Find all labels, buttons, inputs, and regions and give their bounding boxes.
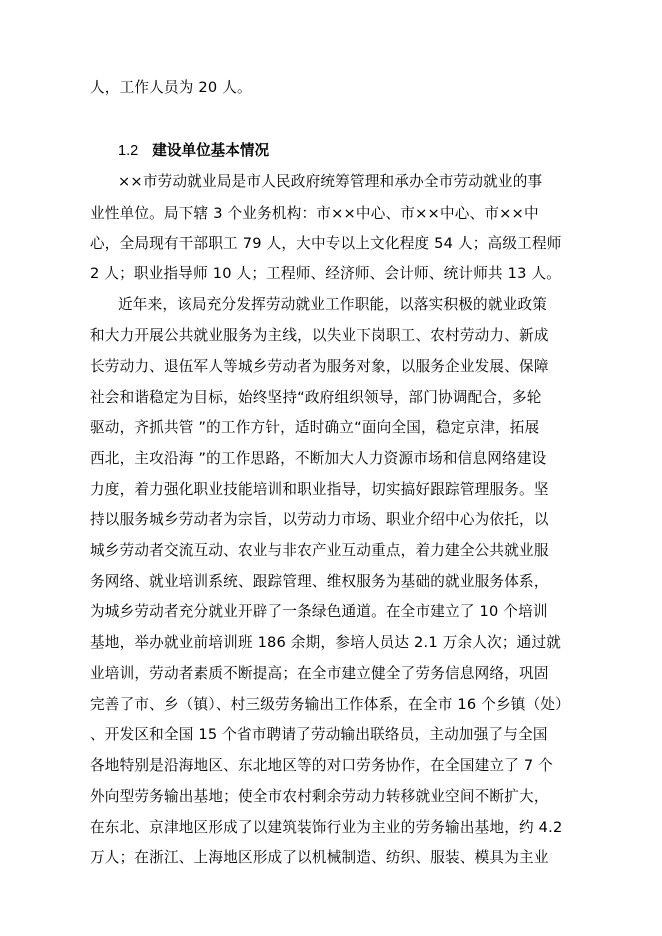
paragraph-line: 万人；在浙江、上海地区形成了以机械制造、纺织、服装、模具为主业 bbox=[90, 849, 549, 866]
paragraph-line: ××市劳动就业局是市人民政府统筹管理和承办全市劳动就业的事 bbox=[118, 173, 543, 190]
paragraph-line: 和大力开展公共就业服务为主线，以失业下岗职工、农村劳动力、新成 bbox=[90, 327, 549, 344]
section-heading bbox=[118, 141, 269, 161]
paragraph-line: 为城乡劳动者充分就业开辟了一条绿色通道。在全市建立了 10 个培训 bbox=[90, 603, 548, 620]
paragraph-line: 完善了市、乡（镇）、村三级劳务输出工作体系，在全市 16 个乡镇（处） bbox=[90, 696, 570, 713]
paragraph-line: 西北，主攻沿海 ”的工作思路，不断加大人力资源市场和信息网络建设 bbox=[90, 450, 547, 467]
paragraph-line: 2 人；职业指导师 10 人；工程师、经济师、会计师、统计师共 13 人。 bbox=[90, 265, 562, 282]
paragraph-line: 基地，举办就业前培训班 186 余期，参培人员达 2.1 万余人次；通过就 bbox=[90, 634, 562, 651]
paragraph-line: 各地特别是沿海地区、东北地区等的对口劳务协作，在全国建立了 7 个 bbox=[90, 757, 553, 774]
paragraph-line: 驱动，齐抓共管 ”的工作方针，适时确立“面向全国，稳定京津，拓展 bbox=[90, 419, 540, 436]
paragraph-line: 近年来，该局充分发挥劳动就业工作职能，以落实积极的就业政策 bbox=[118, 296, 548, 313]
paragraph-line: 长劳动力、退伍军人等城乡劳动者为服务对象，以服务企业发展、保障 bbox=[90, 358, 549, 375]
continuation-line: 人，工作人员为 20 人。 bbox=[90, 79, 252, 96]
paragraph-line: 业培训，劳动者素质不断提高；在全市建立健全了劳务信息网络，巩固 bbox=[90, 665, 549, 682]
paragraph-line: 务网络、就业培训系统、跟踪管理、维权服务为基础的就业服务体系， bbox=[90, 573, 549, 590]
paragraph-line: 心，全局现有干部职工 79 人，大中专以上文化程度 54 人；高级工程师 bbox=[90, 235, 562, 252]
paragraph-line: 外向型劳务输出基地；使全市农村剩余劳动力转移就业空间不断扩大， bbox=[90, 788, 549, 805]
section-number: 1.2 bbox=[118, 143, 139, 159]
paragraph-line: 、开发区和全国 15 个省市聘请了劳动输出联络员，主动加强了与全国 bbox=[90, 726, 548, 743]
paragraph-line: 在东北、京津地区形成了以建筑装饰行业为主业的劳务输出基地，约 4.2 bbox=[90, 819, 563, 836]
section-title: 建设单位基本情况 bbox=[152, 142, 270, 159]
paragraph-line: 持以服务城乡劳动者为宗旨，以劳动力市场、职业介绍中心为依托，以 bbox=[90, 511, 549, 528]
paragraph-line: 城乡劳动者交流互动、农业与非农产业互动重点，着力建全公共就业服 bbox=[90, 542, 549, 559]
paragraph-line: 业性单位。局下辖 3 个业务机构：市××中心、市××中心、市××中 bbox=[90, 205, 539, 222]
paragraph-line: 力度，着力强化职业技能培训和职业指导，切实搞好跟踪管理服务。坚 bbox=[90, 481, 549, 498]
paragraph-line: 社会和谐稳定为目标，始终坚持“政府组织领导，部门协调配合，多轮 bbox=[90, 389, 542, 406]
